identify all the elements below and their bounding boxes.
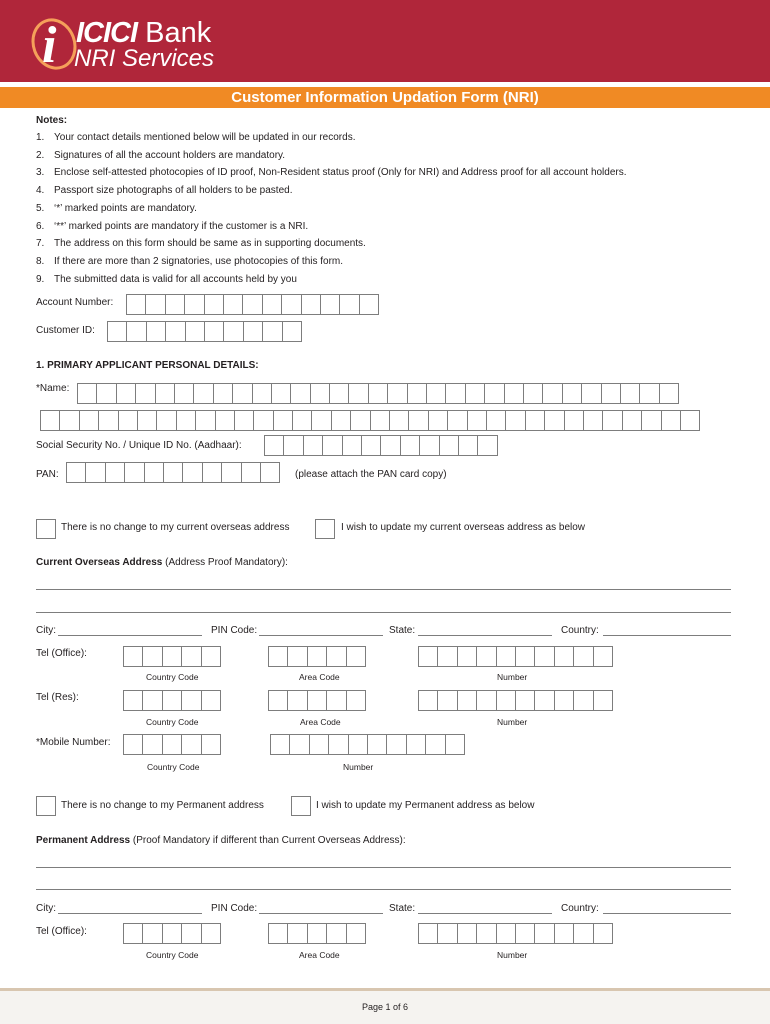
number-caption: Number bbox=[497, 672, 528, 682]
char-box[interactable] bbox=[135, 383, 155, 404]
account-number-label: Account Number: bbox=[36, 297, 114, 308]
char-box[interactable] bbox=[232, 383, 252, 404]
number-caption: Number bbox=[343, 762, 374, 772]
char-box[interactable] bbox=[428, 410, 448, 431]
char-box[interactable] bbox=[202, 462, 222, 483]
note-number: 7. bbox=[36, 238, 45, 250]
area-code-caption: Area Code bbox=[299, 672, 340, 682]
pan-label: PAN: bbox=[36, 469, 59, 480]
note-number: 9. bbox=[36, 273, 45, 285]
char-box[interactable] bbox=[368, 383, 388, 404]
char-box[interactable] bbox=[252, 383, 272, 404]
form-title: Customer Information Updation Form (NRI) bbox=[0, 87, 770, 108]
char-box[interactable] bbox=[223, 294, 243, 315]
char-box[interactable] bbox=[174, 383, 194, 404]
note-number: 6. bbox=[36, 220, 45, 232]
char-box[interactable] bbox=[437, 923, 457, 944]
note-text: Signatures of all the account holders are mandatory. bbox=[54, 149, 286, 161]
char-box[interactable] bbox=[407, 383, 427, 404]
char-box[interactable] bbox=[581, 383, 601, 404]
char-box[interactable] bbox=[201, 734, 221, 755]
char-box[interactable] bbox=[287, 923, 307, 944]
char-box[interactable] bbox=[123, 734, 143, 755]
char-box[interactable] bbox=[346, 690, 366, 711]
permanent-tel-office-number[interactable] bbox=[418, 923, 612, 944]
char-box[interactable] bbox=[165, 321, 185, 342]
char-box[interactable] bbox=[573, 646, 593, 667]
note-text: ‘**’ marked points are mandatory if the customer is a NRI. bbox=[54, 220, 309, 232]
char-box[interactable] bbox=[465, 383, 485, 404]
char-box[interactable] bbox=[301, 294, 321, 315]
char-box[interactable] bbox=[98, 410, 118, 431]
char-box[interactable] bbox=[680, 410, 700, 431]
note-number: 2. bbox=[36, 149, 45, 161]
tel-res-country-code[interactable] bbox=[123, 690, 220, 711]
char-box[interactable] bbox=[620, 383, 640, 404]
char-box[interactable] bbox=[290, 383, 310, 404]
char-box[interactable] bbox=[204, 321, 224, 342]
permanent-no-change-checkbox[interactable] bbox=[36, 796, 56, 816]
char-box[interactable] bbox=[367, 734, 387, 755]
char-box[interactable] bbox=[525, 410, 545, 431]
char-box[interactable] bbox=[181, 923, 201, 944]
char-box[interactable] bbox=[320, 294, 340, 315]
char-box[interactable] bbox=[162, 646, 182, 667]
char-box[interactable] bbox=[204, 294, 224, 315]
char-box[interactable] bbox=[181, 734, 201, 755]
char-box[interactable] bbox=[201, 923, 221, 944]
brand-name: ICICI Bank bbox=[76, 17, 212, 49]
char-box[interactable] bbox=[515, 690, 535, 711]
char-box[interactable] bbox=[486, 410, 506, 431]
char-box[interactable] bbox=[268, 923, 288, 944]
note-number: 3. bbox=[36, 167, 45, 179]
char-box[interactable] bbox=[426, 383, 446, 404]
page-number: Page 1 of 6 bbox=[361, 1002, 409, 1012]
name-input-row1[interactable] bbox=[77, 383, 678, 404]
char-box[interactable] bbox=[268, 646, 288, 667]
tel-res-label: Tel (Res): bbox=[36, 692, 79, 703]
mobile-country-code[interactable] bbox=[123, 734, 220, 755]
char-box[interactable] bbox=[496, 690, 516, 711]
char-box[interactable] bbox=[123, 646, 143, 667]
permanent-pin-label: PIN Code: bbox=[211, 903, 258, 914]
char-box[interactable] bbox=[145, 294, 165, 315]
char-box[interactable] bbox=[476, 690, 496, 711]
char-box[interactable] bbox=[289, 734, 309, 755]
state-field[interactable] bbox=[418, 635, 552, 636]
note-number: 4. bbox=[36, 185, 45, 197]
permanent-tel-office-country-code[interactable] bbox=[123, 923, 220, 944]
char-box[interactable] bbox=[79, 410, 99, 431]
char-box[interactable] bbox=[641, 410, 661, 431]
char-box[interactable] bbox=[96, 383, 116, 404]
char-box[interactable] bbox=[400, 435, 420, 456]
char-box[interactable] bbox=[326, 923, 346, 944]
char-box[interactable] bbox=[270, 734, 290, 755]
country-code-caption: Country Code bbox=[146, 717, 199, 727]
note-number: 5. bbox=[36, 202, 45, 214]
char-box[interactable] bbox=[195, 410, 215, 431]
pin-field[interactable] bbox=[259, 635, 383, 636]
brand-subtitle: NRI Services bbox=[74, 45, 215, 72]
section-1-heading: 1. PRIMARY APPLICANT PERSONAL DETAILS: bbox=[36, 360, 259, 371]
char-box[interactable] bbox=[176, 410, 196, 431]
char-box[interactable] bbox=[601, 383, 621, 404]
char-box[interactable] bbox=[445, 734, 465, 755]
char-box[interactable] bbox=[142, 923, 162, 944]
char-box[interactable] bbox=[622, 410, 642, 431]
note-text: The address on this form should be same as in supporting documents. bbox=[54, 238, 366, 250]
char-box[interactable] bbox=[165, 294, 185, 315]
pan-input[interactable] bbox=[66, 462, 279, 483]
char-box[interactable] bbox=[271, 383, 291, 404]
char-box[interactable] bbox=[273, 410, 293, 431]
char-box[interactable] bbox=[534, 646, 554, 667]
char-box[interactable] bbox=[221, 462, 241, 483]
char-box[interactable] bbox=[322, 435, 342, 456]
char-box[interactable] bbox=[181, 690, 201, 711]
mobile-label: *Mobile Number: bbox=[36, 737, 111, 748]
permanent-city-label: City: bbox=[36, 903, 56, 914]
char-box[interactable] bbox=[562, 383, 582, 404]
char-box[interactable] bbox=[184, 294, 204, 315]
logo-i: i bbox=[42, 17, 57, 74]
note-text: Passport size photographs of all holders to be pasted. bbox=[54, 185, 293, 197]
char-box[interactable] bbox=[476, 923, 496, 944]
char-box[interactable] bbox=[593, 690, 613, 711]
char-box[interactable] bbox=[484, 383, 504, 404]
name-label: *Name: bbox=[36, 383, 70, 394]
char-box[interactable] bbox=[331, 410, 351, 431]
char-box[interactable] bbox=[573, 923, 593, 944]
char-box[interactable] bbox=[163, 462, 183, 483]
char-box[interactable] bbox=[439, 435, 459, 456]
note-text: Enclose self-attested photocopies of ID proof, Non-Resident status proof (Only for NRI) and Address proof for all account holders. bbox=[54, 167, 627, 179]
char-box[interactable] bbox=[123, 923, 143, 944]
char-box[interactable] bbox=[193, 383, 213, 404]
char-box[interactable] bbox=[639, 383, 659, 404]
permanent-country-label: Country: bbox=[561, 903, 599, 914]
char-box[interactable] bbox=[418, 646, 438, 667]
current-address-heading: Current Overseas Address (Address Proof Mandatory): bbox=[36, 557, 288, 568]
char-box[interactable] bbox=[326, 646, 346, 667]
char-box[interactable] bbox=[496, 923, 516, 944]
area-code-caption: Area Code bbox=[299, 950, 340, 960]
char-box[interactable] bbox=[437, 646, 457, 667]
char-box[interactable] bbox=[437, 690, 457, 711]
country-code-caption: Country Code bbox=[147, 762, 200, 772]
char-box[interactable] bbox=[137, 410, 157, 431]
char-box[interactable] bbox=[303, 435, 323, 456]
note-number: 1. bbox=[36, 132, 45, 143]
overseas-no-change-label: There is no change to my current overseas address bbox=[61, 522, 290, 533]
char-box[interactable] bbox=[260, 462, 280, 483]
char-box[interactable] bbox=[223, 321, 243, 342]
char-box[interactable] bbox=[564, 410, 584, 431]
tel-res-number[interactable] bbox=[418, 690, 612, 711]
char-box[interactable] bbox=[287, 646, 307, 667]
note-text: If there are more than 2 signatories, use photocopies of this form. bbox=[54, 255, 344, 267]
char-box[interactable] bbox=[144, 462, 164, 483]
char-box[interactable] bbox=[445, 383, 465, 404]
char-box[interactable] bbox=[505, 410, 525, 431]
char-box[interactable] bbox=[281, 294, 301, 315]
char-box[interactable] bbox=[215, 410, 235, 431]
char-box[interactable] bbox=[457, 923, 477, 944]
char-box[interactable] bbox=[418, 923, 438, 944]
char-box[interactable] bbox=[447, 410, 467, 431]
char-box[interactable] bbox=[118, 410, 138, 431]
char-box[interactable] bbox=[142, 690, 162, 711]
char-box[interactable] bbox=[146, 321, 166, 342]
char-box[interactable] bbox=[156, 410, 176, 431]
char-box[interactable] bbox=[425, 734, 445, 755]
char-box[interactable] bbox=[162, 690, 182, 711]
tel-office-number[interactable] bbox=[418, 646, 612, 667]
header-banner bbox=[0, 0, 770, 82]
char-box[interactable] bbox=[350, 410, 370, 431]
char-box[interactable] bbox=[544, 410, 564, 431]
char-box[interactable] bbox=[310, 383, 330, 404]
address-line-1[interactable] bbox=[36, 589, 731, 590]
char-box[interactable] bbox=[554, 690, 574, 711]
char-box[interactable] bbox=[142, 646, 162, 667]
char-box[interactable] bbox=[661, 410, 681, 431]
char-box[interactable] bbox=[496, 646, 516, 667]
char-box[interactable] bbox=[181, 646, 201, 667]
customer-id-input[interactable] bbox=[107, 321, 301, 342]
char-box[interactable] bbox=[162, 923, 182, 944]
char-box[interactable] bbox=[328, 734, 348, 755]
permanent-tel-office-label: Tel (Office): bbox=[36, 926, 87, 937]
char-box[interactable] bbox=[542, 383, 562, 404]
char-box[interactable] bbox=[380, 435, 400, 456]
char-box[interactable] bbox=[348, 383, 368, 404]
pin-label: PIN Code: bbox=[211, 625, 258, 636]
address-line-2[interactable] bbox=[36, 612, 731, 613]
char-box[interactable] bbox=[476, 646, 496, 667]
permanent-address-line-2[interactable] bbox=[36, 889, 731, 890]
permanent-state-label: State: bbox=[389, 903, 416, 914]
char-box[interactable] bbox=[467, 410, 487, 431]
char-box[interactable] bbox=[268, 690, 288, 711]
note-text: ‘*’ marked points are mandatory. bbox=[54, 202, 197, 214]
char-box[interactable] bbox=[387, 383, 407, 404]
char-box[interactable] bbox=[457, 646, 477, 667]
char-box[interactable] bbox=[201, 690, 221, 711]
permanent-state-field[interactable] bbox=[418, 913, 552, 914]
char-box[interactable] bbox=[155, 383, 175, 404]
char-box[interactable] bbox=[126, 294, 146, 315]
name-input-row2[interactable] bbox=[40, 410, 699, 431]
char-box[interactable] bbox=[419, 435, 439, 456]
char-box[interactable] bbox=[282, 321, 302, 342]
notes-heading: Notes: bbox=[36, 115, 68, 126]
mobile-number[interactable] bbox=[270, 734, 464, 755]
note-text: The submitted data is valid for all accounts held by you bbox=[54, 273, 297, 285]
char-box[interactable] bbox=[342, 435, 362, 456]
char-box[interactable] bbox=[262, 321, 282, 342]
char-box[interactable] bbox=[406, 734, 426, 755]
country-code-caption: Country Code bbox=[146, 672, 199, 682]
char-box[interactable] bbox=[185, 321, 205, 342]
country-label: Country: bbox=[561, 625, 599, 636]
char-box[interactable] bbox=[242, 294, 262, 315]
char-box[interactable] bbox=[85, 462, 105, 483]
char-box[interactable] bbox=[241, 462, 261, 483]
char-box[interactable] bbox=[573, 690, 593, 711]
account-number-input[interactable] bbox=[126, 294, 378, 315]
permanent-tel-office-area-code[interactable] bbox=[268, 923, 365, 944]
char-box[interactable] bbox=[77, 383, 97, 404]
area-code-caption: Area Code bbox=[300, 717, 341, 727]
permanent-no-change-label: There is no change to my Permanent address bbox=[61, 800, 264, 811]
char-box[interactable] bbox=[370, 410, 390, 431]
char-box[interactable] bbox=[515, 923, 535, 944]
char-box[interactable] bbox=[477, 435, 497, 456]
char-box[interactable] bbox=[124, 462, 144, 483]
customer-id-label: Customer ID: bbox=[36, 325, 95, 336]
char-box[interactable] bbox=[116, 383, 136, 404]
char-box[interactable] bbox=[457, 690, 477, 711]
char-box[interactable] bbox=[40, 410, 60, 431]
permanent-update-checkbox[interactable] bbox=[291, 796, 311, 816]
char-box[interactable] bbox=[348, 734, 368, 755]
char-box[interactable] bbox=[326, 690, 346, 711]
char-box[interactable] bbox=[504, 383, 524, 404]
note-text: Your contact details mentioned below will be updated in our records. bbox=[54, 132, 356, 143]
char-box[interactable] bbox=[307, 923, 327, 944]
char-box[interactable] bbox=[339, 294, 359, 315]
char-box[interactable] bbox=[126, 321, 146, 342]
char-box[interactable] bbox=[307, 690, 327, 711]
char-box[interactable] bbox=[105, 462, 125, 483]
char-box[interactable] bbox=[59, 410, 79, 431]
tel-office-label: Tel (Office): bbox=[36, 648, 87, 659]
char-box[interactable] bbox=[346, 646, 366, 667]
country-field[interactable] bbox=[603, 635, 731, 636]
char-box[interactable] bbox=[361, 435, 381, 456]
char-box[interactable] bbox=[201, 646, 221, 667]
char-box[interactable] bbox=[554, 646, 574, 667]
char-box[interactable] bbox=[659, 383, 679, 404]
char-box[interactable] bbox=[243, 321, 263, 342]
page-footer bbox=[0, 988, 770, 1024]
char-box[interactable] bbox=[408, 410, 428, 431]
char-box[interactable] bbox=[593, 923, 613, 944]
char-box[interactable] bbox=[534, 923, 554, 944]
tel-res-area-code[interactable] bbox=[268, 690, 365, 711]
char-box[interactable] bbox=[162, 734, 182, 755]
ssn-input[interactable] bbox=[264, 435, 497, 456]
char-box[interactable] bbox=[283, 435, 303, 456]
country-code-caption: Country Code bbox=[146, 950, 199, 960]
char-box[interactable] bbox=[307, 646, 327, 667]
permanent-update-label: I wish to update my Permanent address as below bbox=[316, 800, 535, 811]
char-box[interactable] bbox=[593, 646, 613, 667]
char-box[interactable] bbox=[554, 923, 574, 944]
char-box[interactable] bbox=[107, 321, 127, 342]
state-label: State: bbox=[389, 625, 416, 636]
char-box[interactable] bbox=[66, 462, 86, 483]
char-box[interactable] bbox=[213, 383, 233, 404]
char-box[interactable] bbox=[515, 646, 535, 667]
char-box[interactable] bbox=[311, 410, 331, 431]
city-label: City: bbox=[36, 625, 56, 636]
note-number: 8. bbox=[36, 255, 45, 267]
permanent-pin-field[interactable] bbox=[259, 913, 383, 914]
tel-office-area-code[interactable] bbox=[268, 646, 365, 667]
overseas-update-checkbox[interactable] bbox=[315, 519, 335, 539]
char-box[interactable] bbox=[386, 734, 406, 755]
tel-office-country-code[interactable] bbox=[123, 646, 220, 667]
char-box[interactable] bbox=[359, 294, 379, 315]
char-box[interactable] bbox=[292, 410, 312, 431]
permanent-country-field[interactable] bbox=[603, 913, 731, 914]
overseas-update-label: I wish to update my current overseas address as below bbox=[341, 522, 586, 533]
char-box[interactable] bbox=[234, 410, 254, 431]
char-box[interactable] bbox=[346, 923, 366, 944]
char-box[interactable] bbox=[418, 690, 438, 711]
char-box[interactable] bbox=[389, 410, 409, 431]
number-caption: Number bbox=[497, 717, 528, 727]
char-box[interactable] bbox=[182, 462, 202, 483]
char-box[interactable] bbox=[602, 410, 622, 431]
number-caption: Number bbox=[497, 950, 528, 960]
char-box[interactable] bbox=[264, 435, 284, 456]
char-box[interactable] bbox=[262, 294, 282, 315]
city-field[interactable] bbox=[58, 635, 202, 636]
char-box[interactable] bbox=[458, 435, 478, 456]
char-box[interactable] bbox=[329, 383, 349, 404]
permanent-address-line-1[interactable] bbox=[36, 867, 731, 868]
char-box[interactable] bbox=[142, 734, 162, 755]
pan-note: (please attach the PAN card copy) bbox=[295, 469, 447, 480]
overseas-no-change-checkbox[interactable] bbox=[36, 519, 56, 539]
char-box[interactable] bbox=[583, 410, 603, 431]
char-box[interactable] bbox=[253, 410, 273, 431]
char-box[interactable] bbox=[123, 690, 143, 711]
char-box[interactable] bbox=[309, 734, 329, 755]
char-box[interactable] bbox=[287, 690, 307, 711]
ssn-label: Social Security No. / Unique ID No. (Aadhaar): bbox=[36, 440, 242, 451]
char-box[interactable] bbox=[523, 383, 543, 404]
permanent-address-heading: Permanent Address (Proof Mandatory if different than Current Overseas Address): bbox=[36, 835, 406, 846]
char-box[interactable] bbox=[534, 690, 554, 711]
permanent-city-field[interactable] bbox=[58, 913, 202, 914]
